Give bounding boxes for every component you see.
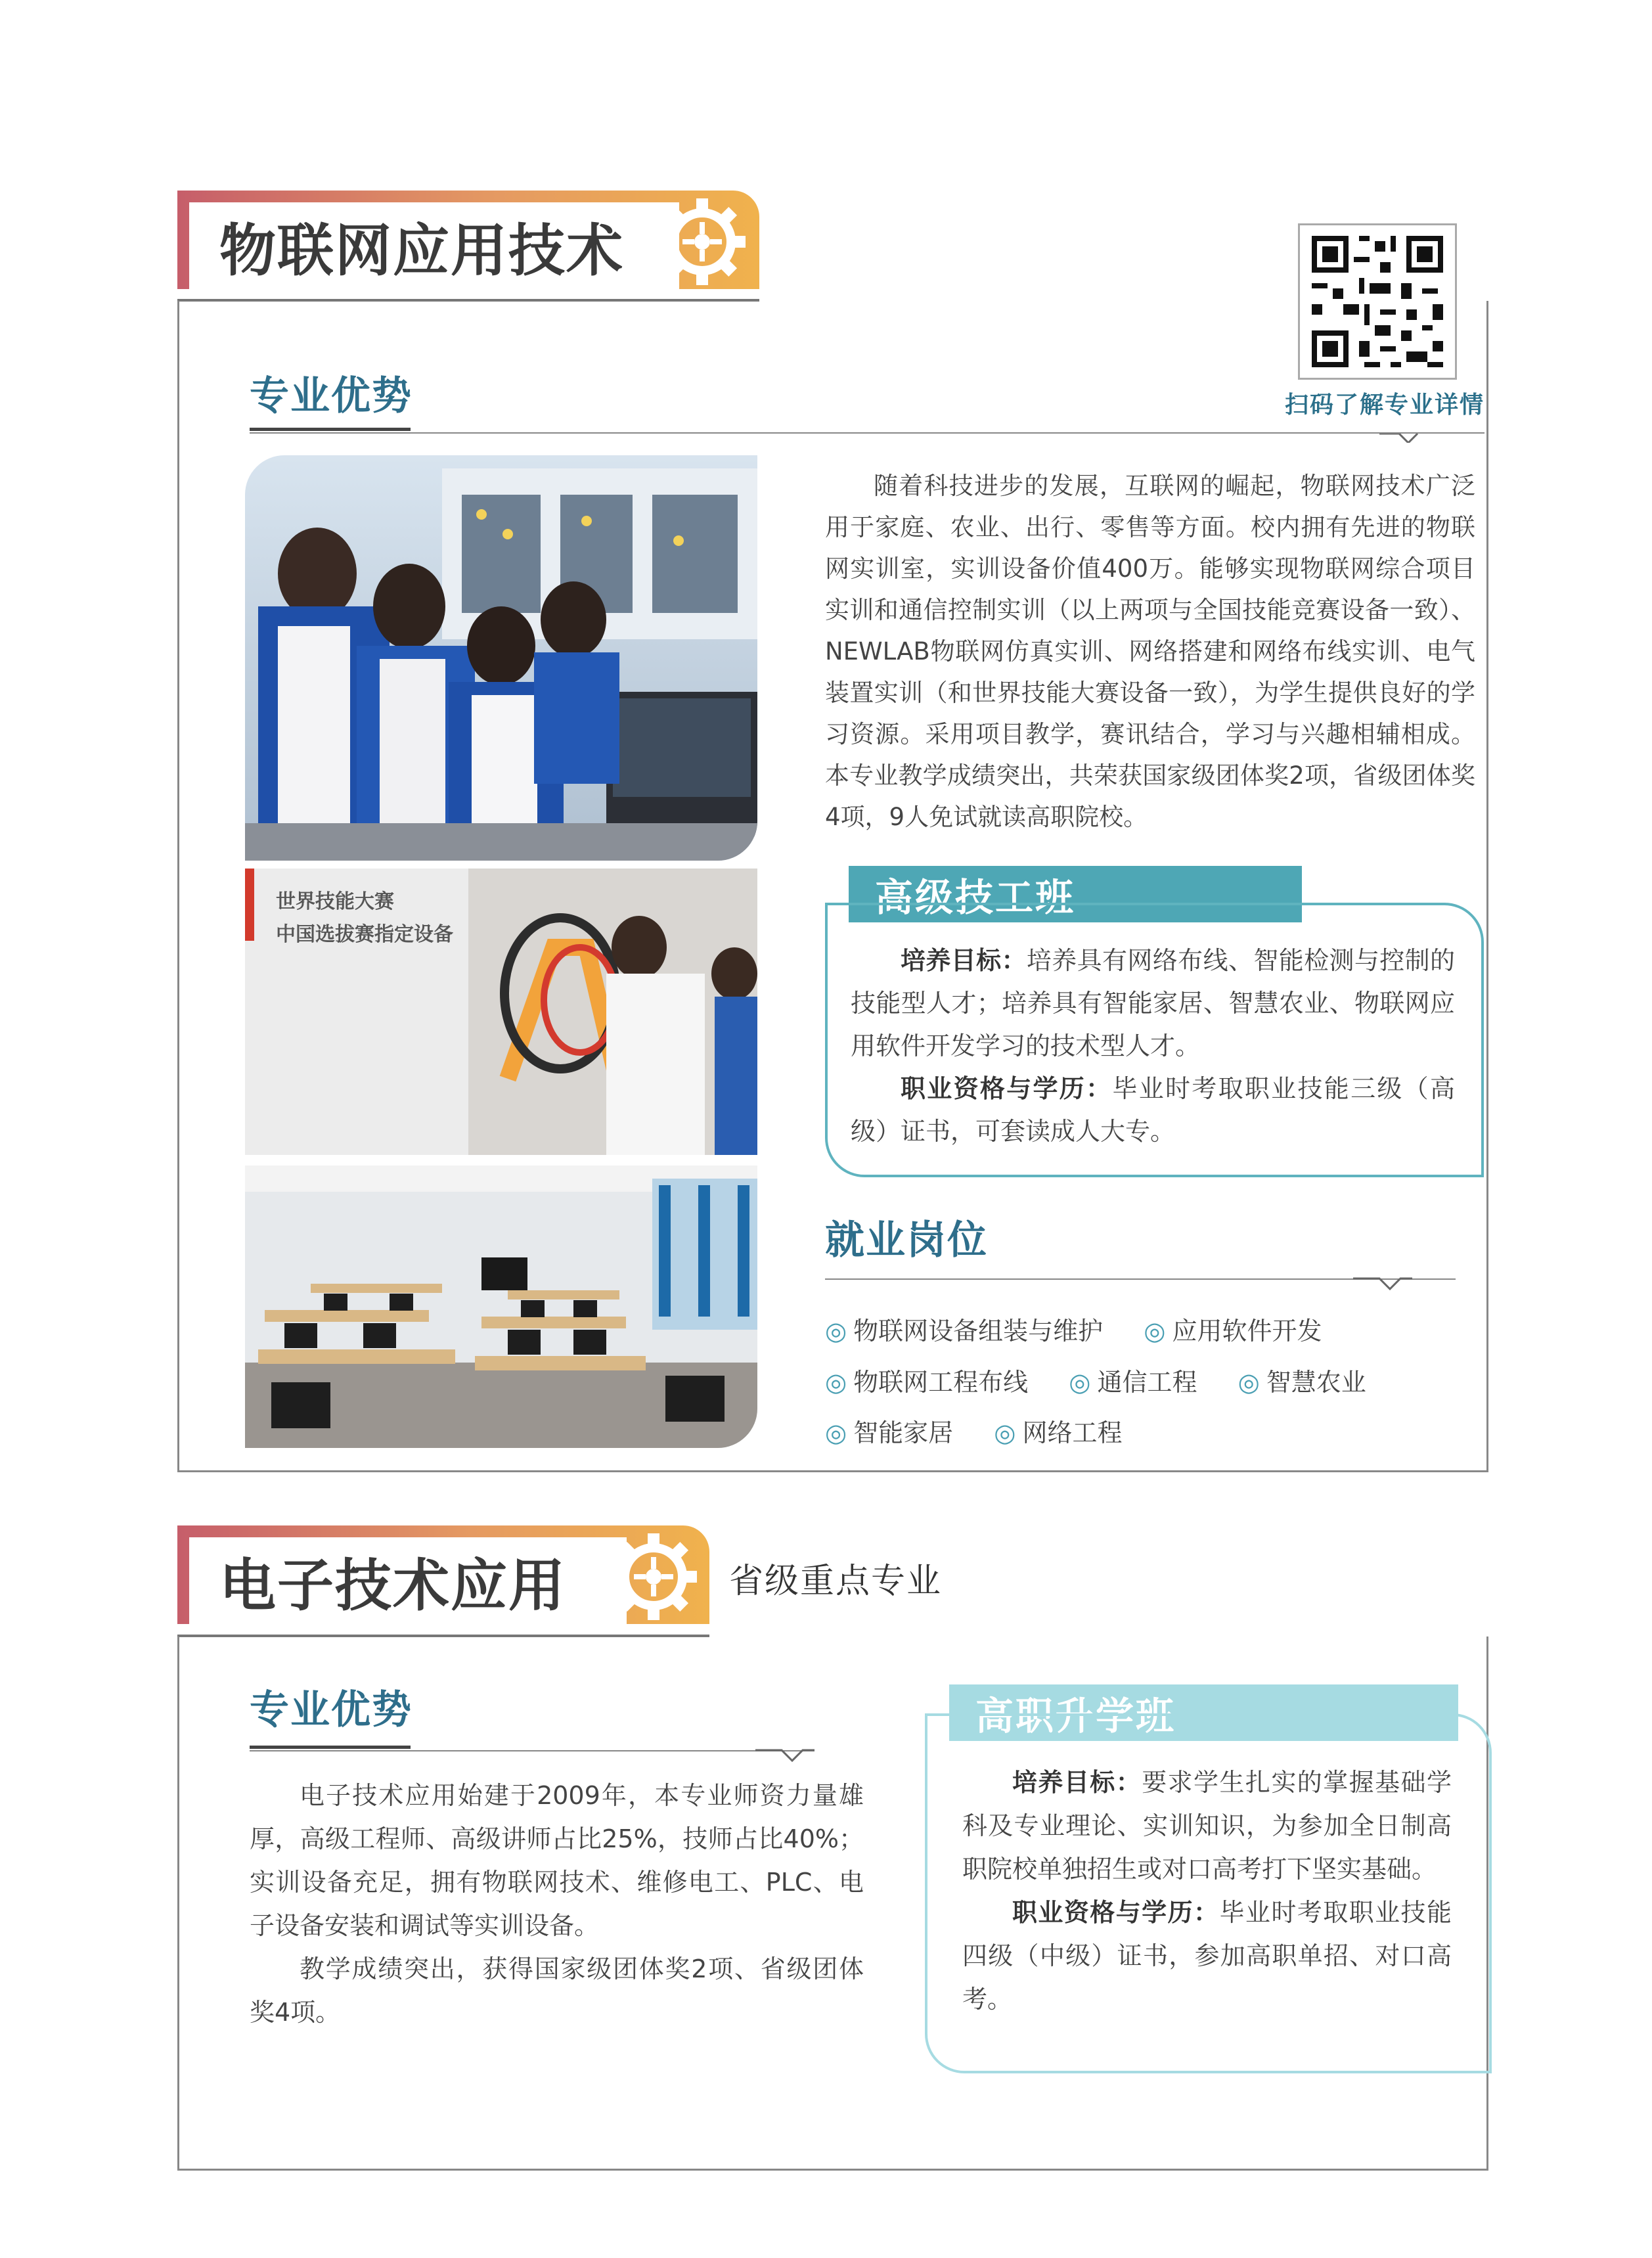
jobs-heading: 就业岗位 [825,1217,988,1263]
section1-class-text [851,939,1455,1153]
section1-goal-label: 培养目标： [901,946,1027,975]
jobs-row-3 [825,1412,1155,1449]
qr-code-icon [1300,225,1455,378]
photo-computer-lab [245,1165,757,1448]
job-label: 物联网设备组装与维护 [853,1317,1104,1345]
bullet-icon: ◎ [825,1368,847,1397]
section2-qual-text: 毕业时考取职业技能四级（中级）证书，参加高职单招、对口高考。 [962,1898,1452,2014]
job-item [825,1311,1103,1347]
section2-advantage-text [250,1774,864,2034]
bullet-icon: ◎ [1238,1368,1260,1397]
jobs-heading-pointer [1353,1268,1412,1294]
section2-goal-text: 要求学生扎实的掌握基础学科及专业理论、实训知识，为参加全日制高职院校单独招生或对口高考打下坚实基础。 [962,1768,1452,1884]
section1-heading-line [250,432,1485,434]
section2-title: 电子技术应用 [189,1537,627,1624]
section2-class-tab: 高职升学班 [949,1684,1458,1741]
bullet-icon: ◎ [825,1418,847,1447]
section1-goal-text: 培养具有网络布线、智能检测与控制的技能型人才；培养具有智能家居、智慧农业、物联网应用软件开发学习的技术型人才。 [851,946,1455,1060]
section2-qualification [962,1891,1452,2021]
section2-tag: 省级重点专业 [729,1562,943,1601]
bullet-icon: ◎ [994,1418,1016,1447]
section2-goal-label: 培养目标： [1012,1768,1142,1797]
bullet-icon: ◎ [825,1317,847,1345]
section2-advantage-paragraph-1: 电子技术应用始建于2009年，本专业师资力量雄厚，高级工程师、高级讲师占比25%，技师占比40%；实训设备充足，拥有物联网技术、维修电工、PLC、电子设备安装和调试等实训设备。 [250,1781,864,1940]
job-item [825,1362,1028,1398]
section2-class-text [962,1761,1452,2021]
job-label: 物联网工程布线 [853,1368,1029,1397]
job-label: 智慧农业 [1266,1368,1366,1397]
section1-advantage-paragraph: 随着科技进步的发展，互联网的崛起，物联网技术广泛用于家庭、农业、出行、零售等方面。校内拥有先进的物联网实训室，实训设备价值400万。能够实现物联网综合项目实训和通信控制实训（以上两项与全国技能竞赛设备一致）、NEWLAB物联网仿真实训、网络搭建和网络布线实训、电气装置实训（和世界技能大赛设备一致），为学生提供良好的学习资源。采用项目教学，赛讯结合，学习与兴趣相辅相成。本专业教学成绩突出，共荣获国家级团体奖2项，省级团体奖4项，9人免试就读高职院校。 [825,472,1475,831]
jobs-row-1 [825,1311,1354,1347]
section1-heading-underline [250,428,411,431]
section2-advantage-heading: 专业优势 [250,1687,413,1733]
photo2-caption-line2: 中国选拔赛指定设备 [276,923,453,946]
job-label: 通信工程 [1097,1368,1197,1397]
job-label: 智能家居 [853,1418,954,1447]
qr-caption-pointer [1379,420,1419,443]
photo2-caption-line1: 世界技能大赛 [276,890,394,913]
section2-qual-label: 职业资格与学历： [1012,1898,1220,1927]
section2-title-badge [177,1525,709,1624]
gear-icon [646,191,758,289]
job-item [1144,1311,1322,1347]
section1-title: 物联网应用技术 [189,202,679,289]
jobs-row-2 [825,1362,1399,1398]
photo2-caption [276,886,453,951]
job-item [994,1412,1122,1449]
section1-class-tab: 高级技工班 [849,866,1302,922]
bullet-icon: ◎ [1069,1368,1091,1397]
job-item [1238,1362,1366,1398]
job-label: 网络工程 [1022,1418,1123,1447]
gear-icon [598,1525,709,1624]
section1-goal [851,939,1455,1068]
section2-heading-line [250,1750,815,1751]
section2-goal [962,1761,1452,1891]
section1-advantage-text [825,465,1475,838]
job-label: 应用软件开发 [1172,1317,1322,1345]
section1-advantage-heading: 专业优势 [250,373,413,419]
section1-qual-text: 毕业时考取职业技能三级（高级）证书，可套读成人大专。 [851,1074,1455,1146]
job-item [1069,1362,1197,1398]
qr-code[interactable] [1298,223,1457,380]
qr-caption: 扫码了解专业详情 [1284,392,1485,418]
section2-heading-pointer [755,1740,815,1766]
photo-students-at-computer [245,455,757,861]
section1-title-badge [177,191,759,289]
section2-heading-underline [250,1746,411,1749]
section2-advantage-paragraph-2: 教学成绩突出，获得国家级团体奖2项、省级团体奖4项。 [250,1954,864,2027]
job-item [825,1412,953,1449]
section1-qual-label: 职业资格与学历： [901,1074,1113,1103]
bullet-icon: ◎ [1144,1317,1166,1345]
section1-qualification [851,1068,1455,1153]
